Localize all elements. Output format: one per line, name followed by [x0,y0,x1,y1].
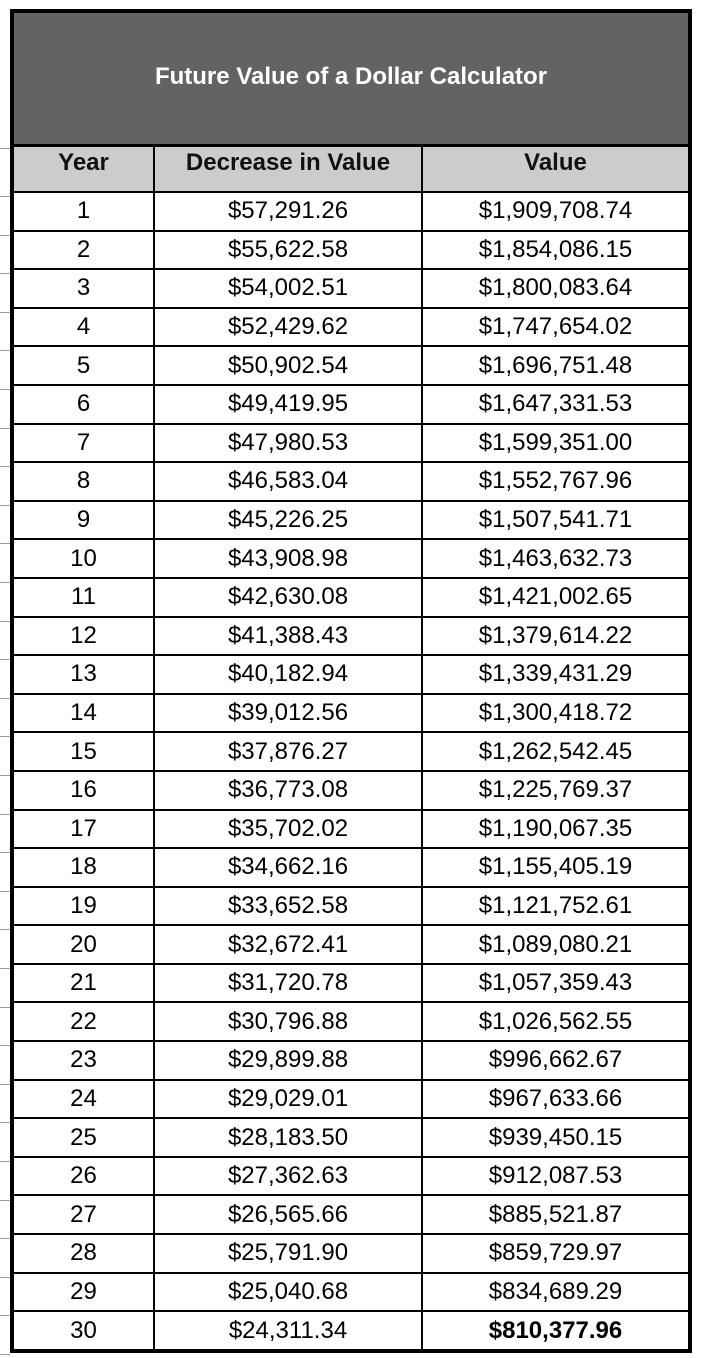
gridline-stub [0,1007,10,1008]
value-cell: $1,262,542.45 [422,732,688,771]
value-cell: $912,087.53 [422,1157,688,1196]
title-bar [14,13,688,147]
year-cell: 24 [14,1080,154,1119]
year-cell: 10 [14,539,154,578]
year-cell: 3 [14,269,154,308]
gridline-stub [0,891,10,892]
decrease-cell: $46,583.04 [154,462,422,501]
table-row [14,1041,688,1080]
gridline-stub [0,1161,10,1162]
year-cell: 5 [14,346,154,385]
decrease-cell: $32,672.41 [154,925,422,964]
value-cell: $1,421,002.65 [422,578,688,617]
value-cell: $1,599,351.00 [422,424,688,463]
value-cell: $1,800,083.64 [422,269,688,308]
decrease-cell: $25,791.90 [154,1234,422,1273]
value-cell: $1,909,708.74 [422,192,688,231]
decrease-cell: $30,796.88 [154,1002,422,1041]
value-cell: $885,521.87 [422,1195,688,1234]
decrease-cell: $28,183.50 [154,1118,422,1157]
value-cell: $1,225,769.37 [422,771,688,810]
year-cell: 20 [14,925,154,964]
value-cell: $1,339,431.29 [422,655,688,694]
year-cell: 19 [14,887,154,926]
year-cell: 17 [14,810,154,849]
decrease-cell: $37,876.27 [154,732,422,771]
gridline-stub [0,929,10,930]
year-cell: 25 [14,1118,154,1157]
year-cell: 11 [14,578,154,617]
table-row [14,501,688,540]
gridline-stub [0,968,10,969]
table-row [14,1118,688,1157]
decrease-cell: $35,702.02 [154,810,422,849]
table-row [14,1234,688,1273]
decrease-cell: $39,012.56 [154,694,422,733]
decrease-cell: $49,419.95 [154,385,422,424]
year-cell: 9 [14,501,154,540]
year-cell: 18 [14,848,154,887]
spreadsheet-gridline-stubs [0,0,10,1358]
table-row [14,1080,688,1119]
year-cell: 16 [14,771,154,810]
gridline-stub [0,1277,10,1278]
decrease-cell: $45,226.25 [154,501,422,540]
value-cell: $1,747,654.02 [422,308,688,347]
column-header-year: Year [14,147,154,192]
decrease-cell: $29,899.88 [154,1041,422,1080]
decrease-cell: $36,773.08 [154,771,422,810]
year-cell: 4 [14,308,154,347]
year-cell: 22 [14,1002,154,1041]
gridline-stub [0,235,10,236]
table-row [14,732,688,771]
table-row [14,385,688,424]
table-row [14,269,688,308]
gridline-stub [0,148,10,149]
table-row [14,925,688,964]
decrease-cell: $40,182.94 [154,655,422,694]
gridline-stub [0,273,10,274]
table-row [14,655,688,694]
value-cell: $1,696,751.48 [422,346,688,385]
decrease-cell: $54,002.51 [154,269,422,308]
year-cell: 27 [14,1195,154,1234]
header-row [14,147,688,192]
decrease-cell: $33,652.58 [154,887,422,926]
gridline-stub [0,698,10,699]
gridline-stub [0,659,10,660]
value-cell: $967,633.66 [422,1080,688,1119]
gridline-stub [0,1122,10,1123]
year-cell: 15 [14,732,154,771]
table-row [14,964,688,1003]
year-cell: 8 [14,462,154,501]
value-cell: $810,377.96 [488,1317,623,1345]
gridline-stub [0,196,10,197]
table-row [14,578,688,617]
decrease-cell: $31,720.78 [154,964,422,1003]
table-row [14,771,688,810]
decrease-cell: $26,565.66 [154,1195,422,1234]
decrease-cell: $24,311.34 [154,1311,422,1350]
gridline-stub [0,582,10,583]
table-row [14,192,688,231]
decrease-cell: $27,362.63 [154,1157,422,1196]
value-cell: $859,729.97 [422,1234,688,1273]
column-header-decrease: Decrease in Value [154,147,422,192]
table-row [14,694,688,733]
year-cell: 28 [14,1234,154,1273]
gridline-stub [0,505,10,506]
decrease-cell: $25,040.68 [154,1273,422,1312]
page-title: Future Value of a Dollar Calculator [154,62,548,90]
calculator-sheet [10,9,692,1353]
table-row [14,346,688,385]
gridline-stub [0,428,10,429]
year-cell: 2 [14,231,154,270]
gridline-stub [0,350,10,351]
gridline-stub [0,1045,10,1046]
table-row [14,1157,688,1196]
gridline-stub [0,466,10,467]
year-cell: 7 [14,424,154,463]
gridline-stub [0,775,10,776]
table-row [14,308,688,347]
value-cell: $1,647,331.53 [422,385,688,424]
decrease-cell: $52,429.62 [154,308,422,347]
gridline-stub [0,1084,10,1085]
table-row [14,617,688,656]
gridline-stub [0,389,10,390]
year-cell: 14 [14,694,154,733]
table-row [14,539,688,578]
value-cell: $1,026,562.55 [422,1002,688,1041]
decrease-cell: $57,291.26 [154,192,422,231]
value-cell: $1,300,418.72 [422,694,688,733]
future-value-table [14,147,688,1350]
decrease-cell: $47,980.53 [154,424,422,463]
table-row [14,462,688,501]
column-header-value: Value [422,147,688,192]
value-cell: $1,057,359.43 [422,964,688,1003]
gridline-stub [0,312,10,313]
value-cell: $1,463,632.73 [422,539,688,578]
gridline-stub [0,1238,10,1239]
decrease-cell: $42,630.08 [154,578,422,617]
table-row [14,810,688,849]
gridline-stub [0,852,10,853]
year-cell: 26 [14,1157,154,1196]
value-cell: $1,155,405.19 [422,848,688,887]
value-cell: $1,507,541.71 [422,501,688,540]
gridline-stub [0,1354,10,1355]
table-row [14,1311,688,1350]
year-cell: 13 [14,655,154,694]
value-cell: $1,854,086.15 [422,231,688,270]
table-row [14,887,688,926]
value-cell: $834,689.29 [422,1273,688,1312]
table-row [14,1195,688,1234]
value-cell: $1,552,767.96 [422,462,688,501]
table-body [14,192,688,1350]
decrease-cell: $55,622.58 [154,231,422,270]
table-row [14,231,688,270]
gridline-stub [0,814,10,815]
gridline-stub [0,1315,10,1316]
gridline-stub [0,1200,10,1201]
year-cell: 29 [14,1273,154,1312]
decrease-cell: $29,029.01 [154,1080,422,1119]
decrease-cell: $43,908.98 [154,539,422,578]
year-cell: 1 [14,192,154,231]
year-cell: 23 [14,1041,154,1080]
gridline-stub [0,736,10,737]
year-cell: 21 [14,964,154,1003]
value-cell: $1,190,067.35 [422,810,688,849]
year-cell: 6 [14,385,154,424]
year-cell: 30 [14,1311,154,1350]
value-cell: $996,662.67 [422,1041,688,1080]
table-row [14,1002,688,1041]
table-row [14,1273,688,1312]
value-cell: $1,379,614.22 [422,617,688,656]
year-cell: 12 [14,617,154,656]
gridline-stub [0,543,10,544]
decrease-cell: $34,662.16 [154,848,422,887]
decrease-cell: $50,902.54 [154,346,422,385]
table-row [14,848,688,887]
decrease-cell: $41,388.43 [154,617,422,656]
table-row [14,424,688,463]
value-cell: $1,089,080.21 [422,925,688,964]
value-cell: $1,121,752.61 [422,887,688,926]
value-cell: $939,450.15 [422,1118,688,1157]
gridline-stub [0,621,10,622]
